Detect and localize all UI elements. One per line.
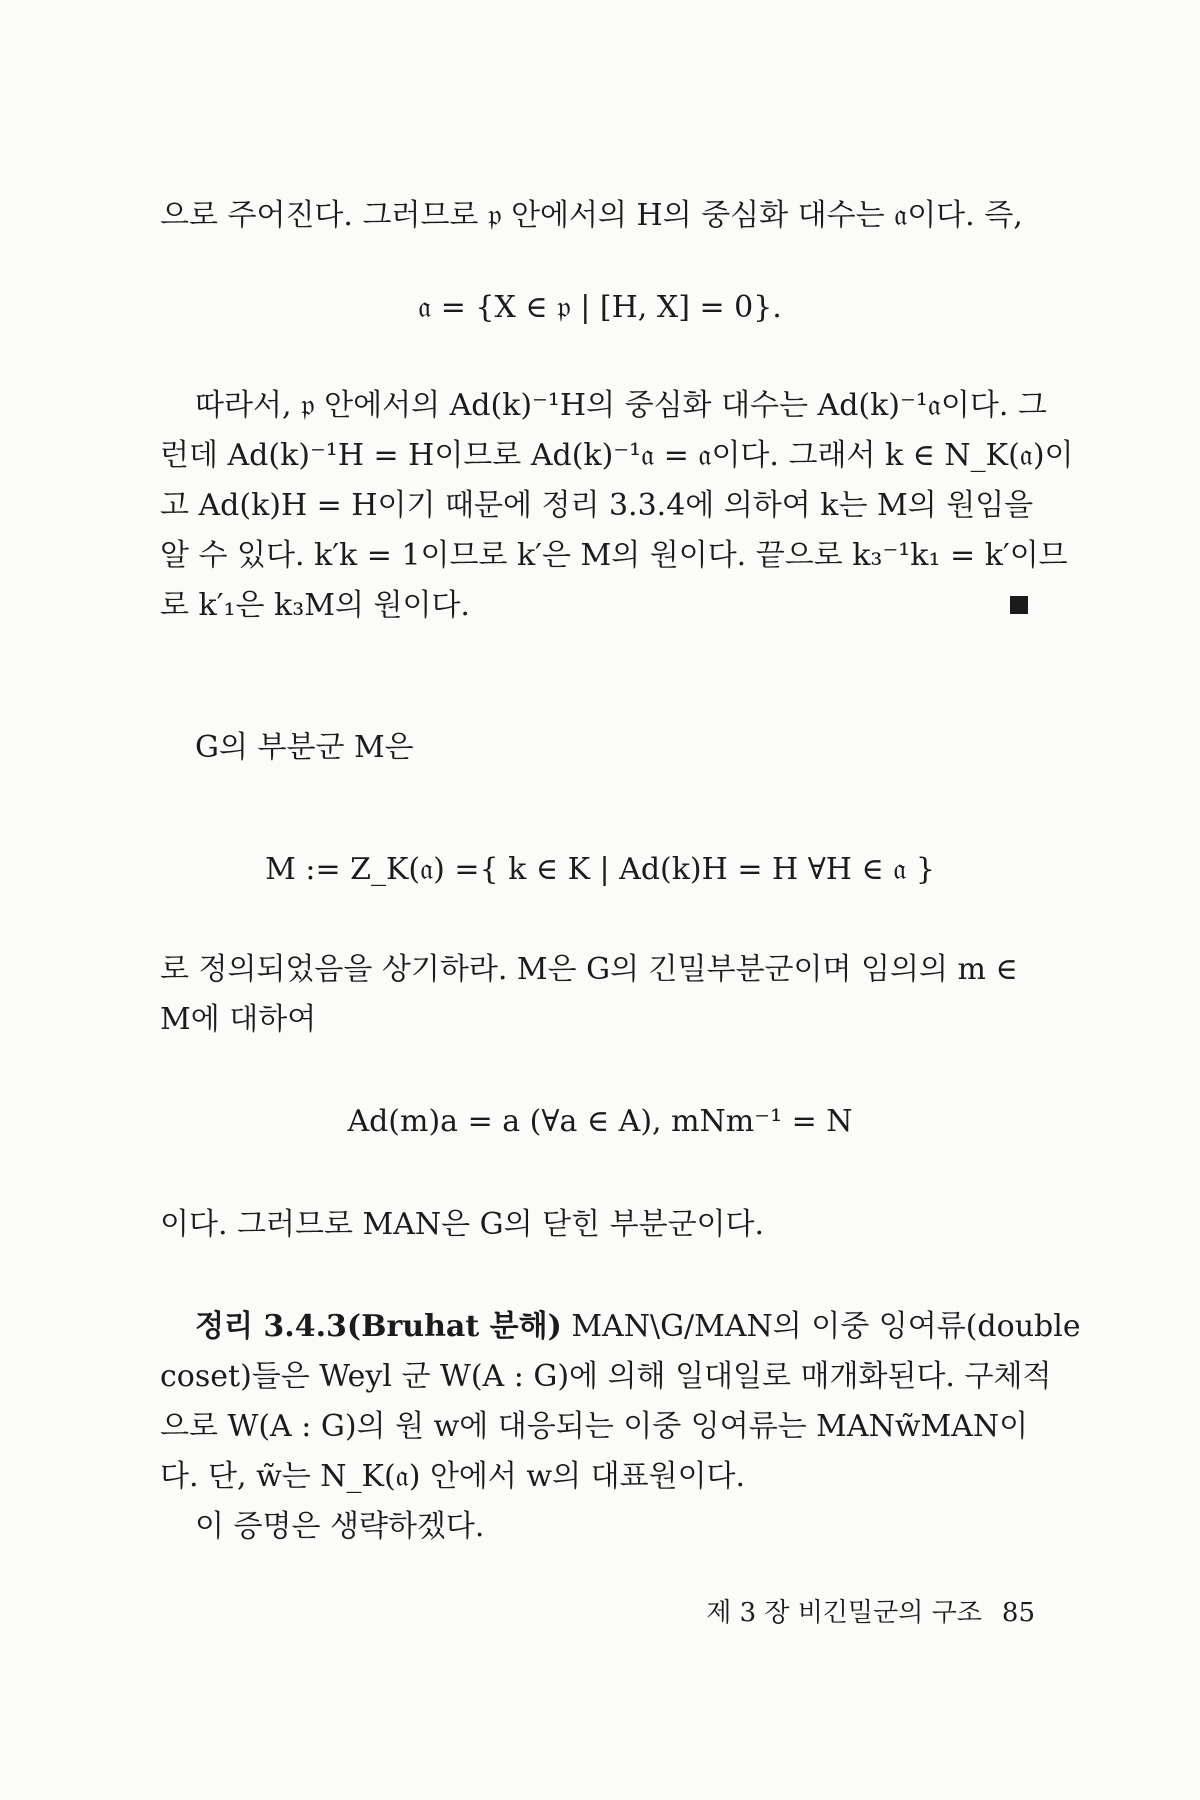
theorem-title: 정리 3.4.3(Bruhat 분해): [195, 1309, 562, 1344]
chapter-title: 제 3 장 비긴밀군의 구조: [706, 1598, 982, 1628]
equation-ad: Ad(m)a = a (∀a ∈ A), mNm⁻¹ = N: [347, 1104, 853, 1139]
text-line: 따라서, 𝔭 안에서의 Ad(k)⁻¹H의 중심화 대수는 Ad(k)⁻¹𝔞이다. 그: [195, 388, 1047, 423]
text-line: M에 대하여: [160, 1002, 317, 1037]
theorem-text: MAN\G/MAN의 이중 잉여류(double: [561, 1309, 1081, 1344]
text-line: 이다. 그러므로 MAN은 G의 닫힌 부분군이다.: [160, 1207, 765, 1242]
text-line: 다. 단, w̃는 N_K(𝔞) 안에서 w의 대표원이다.: [160, 1459, 746, 1494]
equation-m: M := Z_K(𝔞) ={ k ∈ K | Ad(k)H = H ∀H ∈ 𝔞 }: [265, 852, 935, 887]
text-line: coset)들은 Weyl 군 W(A : G)에 의해 일대일로 매개화된다. 구체적: [160, 1359, 1052, 1394]
text-line: 이 증명은 생략하겠다.: [195, 1509, 485, 1544]
text-line: 으로 주어진다. 그러므로 𝔭 안에서의 H의 중심화 대수는 𝔞이다. 즉,: [160, 198, 1023, 233]
qed-square-icon: [1010, 596, 1028, 614]
text-line: 으로 W(A : G)의 원 w에 대응되는 이중 잉여류는 MANw̃MAN이: [160, 1409, 1029, 1444]
text-line: 런데 Ad(k)⁻¹H = H이므로 Ad(k)⁻¹𝔞 = 𝔞이다. 그래서 k ∈ N_K(𝔞)이: [160, 438, 1074, 473]
text-line: 알 수 있다. k′k = 1이므로 k′은 M의 원이다. 끝으로 k₃⁻¹k₁ = k′이므: [160, 538, 1068, 573]
theorem-heading-line: [195, 1307, 1081, 1347]
page-footer: [706, 1595, 1035, 1631]
text-line: 로 정의되었음을 상기하라. M은 G의 긴밀부분군이며 임의의 m ∈: [160, 952, 1018, 987]
equation-a: 𝔞 = {X ∈ 𝔭 | [H, X] = 0}.: [418, 290, 782, 325]
text-line: 고 Ad(k)H = H이기 때문에 정리 3.3.4에 의하여 k는 M의 원임을: [160, 488, 1034, 523]
text-line: 로 k′₁은 k₃M의 원이다.: [160, 588, 470, 623]
text-line: G의 부분군 M은: [195, 730, 414, 765]
page-number: 85: [1001, 1598, 1035, 1628]
